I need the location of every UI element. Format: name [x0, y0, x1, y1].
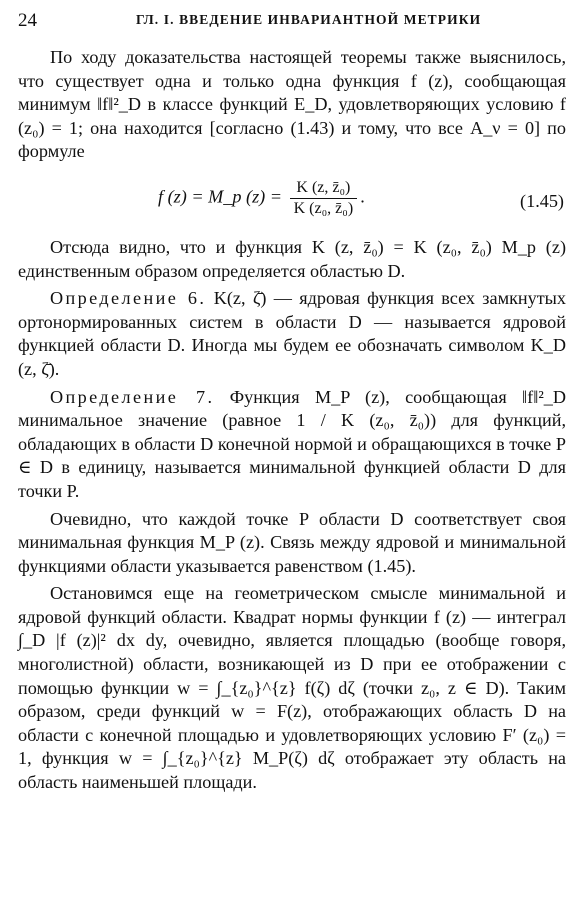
equation-expression: f (z) = M_p (z) = $\frac{\text{K (z, z̄₀)}}{\text{K (z₀, z̄₀)}}$ . [158, 178, 365, 217]
equation-lhs: f (z) = M_p (z) = [158, 186, 283, 207]
definition-6-text: K(z, ζ̄) — ядровая функция всех замкнутых ортонормированных систем в области D — называется ядровой функцией области D. Иногда мы будем ее обозначать символом K_D (z, ζ̄). [18, 288, 566, 379]
page-number: 24 [18, 10, 37, 31]
equation-fraction [290, 178, 358, 219]
paragraph-1: По ходу доказательства настоящей теоремы также выяснилось, что существует одна и только одна функция f (z), сообщающая минимум ‖f‖²_D в классе функций E_D, удовлетворяющих условию f (z₀) = 1; она находится [согласно (1.43) и тому, что все A_ν = 0] по формуле [18, 47, 566, 162]
equation-1-45 [18, 170, 566, 232]
fraction-numerator: K (z, z̄₀) [290, 178, 358, 199]
running-header [18, 10, 560, 36]
definition-6 [18, 287, 566, 381]
chapter-title: ГЛ. I. ВВЕДЕНИЕ ИНВАРИАНТНОЙ МЕТРИКИ [136, 12, 482, 27]
fraction-denominator: K (z₀, z̄₀) [293, 199, 354, 217]
definition-7-text: Функция M_P (z), сообщающая ‖f‖²_D минимальное значение (равное 1 / K (z₀, z̄₀)) для функций, обладающих в области D конечной нормой и обращающихся в точке P ∈ D в единицу, называется минимальной функцией области D для точки P. [18, 386, 566, 501]
definition-7-label: Определение 7. [50, 386, 215, 407]
definition-7 [18, 386, 566, 504]
page-body [18, 46, 566, 795]
paragraph-3: Очевидно, что каждой точке P области D соответствует своя минимальная функция M_P (z). Связь между ядровой и минимальной функциями области указывается равенством (1.45). [18, 508, 566, 576]
paragraph-4: Остановимся еще на геометрическом смысле минимальной и ядровой функций области. Квадрат нормы функции f (z) — интеграл ∫_D |f (z)|² dx dy, очевидно, является площадью (вообще говоря, многолистной) области, возникающей из D при ее отображении с помощью функции w = ∫_{z₀}^{z} f(ζ) dζ (точки z₀, z ∈ D). Таким образом, среди функций w = F(z), отображающих область D на области с конечной площадью и удовлетворяющих условию F′ (z₀) = 1, функция w = ∫_{z₀}^{z} M_P(ζ) dζ отображает эту область на область наименьшей площади. [18, 583, 566, 793]
definition-6-label: Определение 6. [50, 288, 207, 309]
equation-number: (1.45) [520, 190, 564, 211]
paragraph-2: Отсюда видно, что и функция K (z, z̄₀) = K (z₀, z̄₀) M_p (z) единственным образом определяется областью D. [18, 236, 566, 281]
